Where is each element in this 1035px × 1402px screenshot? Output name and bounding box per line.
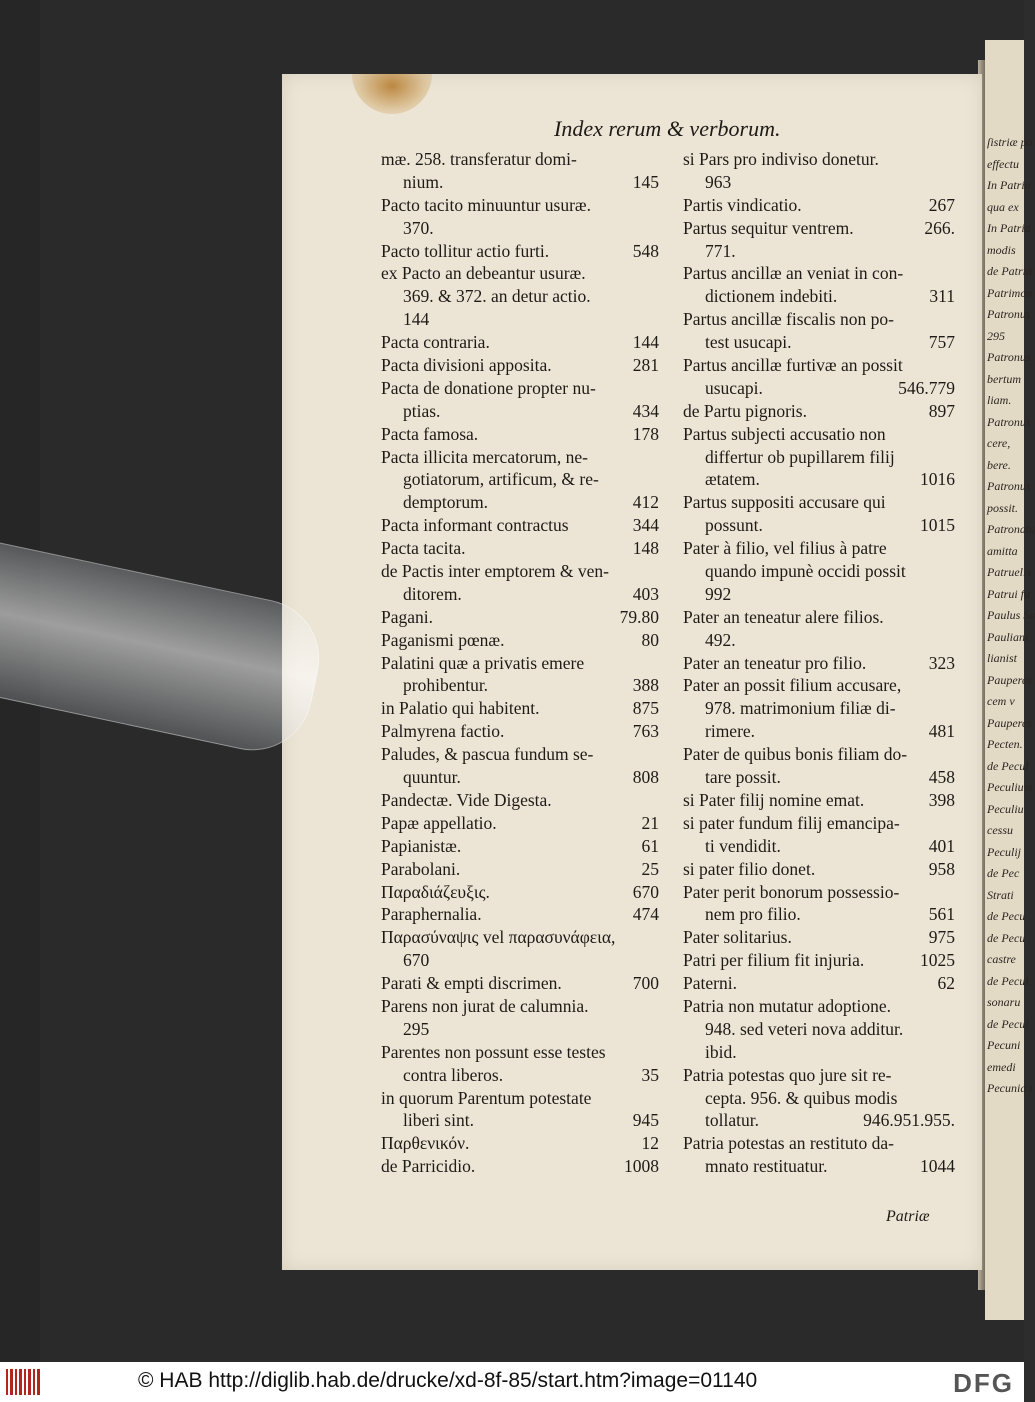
index-entry-text: 370. xyxy=(403,217,434,238)
adjacent-page-fragment: de Pecul xyxy=(987,973,1029,988)
adjacent-page-fragment: In Patria xyxy=(987,221,1031,235)
index-entry-text: tare possit. xyxy=(705,767,781,788)
index-entry-text: Pacta divisioni apposita. xyxy=(381,355,552,376)
index-entry-text: differtur ob pupillarem filij xyxy=(705,446,895,467)
index-entry xyxy=(683,629,955,652)
index-entry xyxy=(683,903,955,926)
index-entry xyxy=(683,972,955,995)
adjacent-page-fragment: qua ex xyxy=(987,199,1019,214)
index-entry-text: Παραδιάζευξις. xyxy=(381,881,490,902)
index-entry-text: Patria potestas an restituto da- xyxy=(683,1133,894,1154)
index-entry xyxy=(381,720,659,743)
index-entry-page-number: 267 xyxy=(928,194,955,215)
index-entry xyxy=(683,377,955,400)
index-entry xyxy=(381,262,659,285)
adjacent-page-fragment: 295 xyxy=(987,328,1005,343)
index-entry-text: Partus subjecti accusatio non xyxy=(683,423,886,444)
index-entry xyxy=(381,560,659,583)
index-entry xyxy=(683,766,955,789)
index-entry xyxy=(381,194,659,217)
adjacent-page-fragment: Pecunia t xyxy=(987,1081,1033,1095)
index-entry-text: Partus suppositi accusare qui xyxy=(683,492,886,513)
index-entry xyxy=(683,194,955,217)
index-entry-text: possunt. xyxy=(705,515,763,536)
index-entry-text: 295 xyxy=(403,1018,430,1039)
index-entry xyxy=(683,262,955,285)
adjacent-page-fragment: bere. xyxy=(987,457,1011,472)
index-entry-page-number: 808 xyxy=(632,767,659,788)
index-entry-page-number: 1016 xyxy=(920,469,955,490)
index-entry xyxy=(381,491,659,514)
index-entry-text: 948. sed veteri nova additur. xyxy=(705,1018,904,1039)
index-entry xyxy=(381,903,659,926)
adjacent-page-fragment: de Patria xyxy=(987,264,1032,278)
index-entry-text: ditorem. xyxy=(403,583,462,604)
index-entry xyxy=(683,789,955,812)
index-entry-page-number: 670 xyxy=(632,881,659,902)
adjacent-page-fragment: de Pecu xyxy=(987,930,1026,945)
index-column-right xyxy=(683,148,955,1178)
adjacent-page-fragment: Patronus xyxy=(987,350,1031,364)
index-entry-page-number: 1008 xyxy=(624,1156,659,1177)
index-entry-text: mnato restituatur. xyxy=(705,1156,828,1177)
index-entry xyxy=(683,560,955,583)
index-entry-page-number: 35 xyxy=(641,1064,659,1085)
index-entry-text: liberi sint. xyxy=(403,1110,474,1131)
adjacent-page-fragment: Pecuni xyxy=(987,1038,1021,1052)
index-entry xyxy=(683,881,955,904)
index-entry xyxy=(683,1132,955,1155)
index-entry-text: Pagani. xyxy=(381,606,434,627)
index-entry-text: Papæ appellatio. xyxy=(381,812,497,833)
index-entry xyxy=(381,514,659,537)
index-entry-page-number: 763 xyxy=(632,721,659,742)
index-entry xyxy=(683,217,955,240)
index-entry-page-number: 80 xyxy=(641,629,659,650)
index-entry xyxy=(381,240,659,263)
index-entry-page-number: 412 xyxy=(632,492,659,513)
index-entry-page-number: 975 xyxy=(928,927,955,948)
index-entry-text: nem pro filio. xyxy=(705,904,801,925)
index-entry-text: Parabolani. xyxy=(381,858,461,879)
copyright-link[interactable]: © HAB http://diglib.hab.de/drucke/xd-8f-85/start.htm?image=01140 xyxy=(138,1369,758,1392)
index-entry xyxy=(381,354,659,377)
index-entry xyxy=(381,583,659,606)
index-entry xyxy=(381,606,659,629)
index-entry-text: de Partu pignoris. xyxy=(683,400,807,421)
index-entry-page-number: 946.951.955. xyxy=(863,1110,955,1131)
index-entry xyxy=(381,1155,659,1178)
index-entry-page-number: 958 xyxy=(928,858,955,879)
index-entry xyxy=(381,652,659,675)
index-entry xyxy=(683,308,955,331)
index-entry-text: Παρθενικόν. xyxy=(381,1133,470,1154)
index-entry-page-number: 12 xyxy=(641,1133,659,1154)
index-entry-text: tollatur. xyxy=(705,1110,759,1131)
adjacent-page-fragment: liam. xyxy=(987,393,1012,407)
index-entry xyxy=(683,743,955,766)
index-entry xyxy=(381,171,659,194)
index-entry xyxy=(683,148,955,171)
index-entry xyxy=(381,674,659,697)
index-entry-page-number: 266. xyxy=(924,217,955,238)
index-entry xyxy=(683,1064,955,1087)
index-entry-page-number: 757 xyxy=(928,332,955,353)
index-entry-text: Pater an teneatur pro filio. xyxy=(683,652,867,673)
index-entry-text: Pater solitarius. xyxy=(683,927,792,948)
index-entry-text: si pater fundum filij emancipa- xyxy=(683,812,900,833)
index-entry-text: Palmyrena factio. xyxy=(381,721,505,742)
adjacent-page-fragment: de Pecul xyxy=(987,1016,1029,1031)
index-entry-page-number: 323 xyxy=(928,652,955,673)
footer-bar xyxy=(0,1362,1024,1402)
index-entry-text: si pater filio donet. xyxy=(683,858,816,879)
index-entry-text: mæ. 258. transferatur domi- xyxy=(381,149,577,169)
index-entry xyxy=(683,1155,955,1178)
index-entry-text: Partis vindicatio. xyxy=(683,194,802,215)
index-entry-text: test usucapi. xyxy=(705,332,792,353)
index-entry xyxy=(381,1132,659,1155)
index-entry-text: Partus ancillæ furtivæ an possit xyxy=(683,355,903,376)
adjacent-page-fragment: sonaru xyxy=(987,995,1021,1009)
index-entry-text: Paganismi pœnæ. xyxy=(381,629,505,650)
adjacent-page-fragment: Patronus xyxy=(987,414,1031,429)
index-entry-page-number: 1044 xyxy=(920,1156,955,1177)
index-entry xyxy=(381,881,659,904)
index-entry xyxy=(381,308,659,331)
adjacent-page-fragment: Patronus xyxy=(987,479,1031,493)
adjacent-page-fragment: Peculium xyxy=(987,780,1033,794)
index-entry-page-number: 148 xyxy=(632,538,659,559)
adjacent-page-fragment: amitta xyxy=(987,543,1018,558)
hab-barcode-icon xyxy=(6,1369,40,1395)
adjacent-page-fragment: Pauperes xyxy=(987,715,1032,730)
index-entry-text: Papianistæ. xyxy=(381,835,462,856)
index-entry xyxy=(683,1018,955,1041)
adjacent-page-fragment: de Pec xyxy=(987,866,1020,880)
index-entry-text: Parati & empti discrimen. xyxy=(381,973,562,994)
index-entry xyxy=(381,1041,659,1064)
adjacent-page-fragment: ſistriæ po xyxy=(987,135,1033,149)
index-entry xyxy=(683,995,955,1018)
index-entry-text: nium. xyxy=(403,171,444,192)
index-entry xyxy=(381,446,659,469)
index-entry-page-number: 62 xyxy=(937,973,955,994)
index-entry xyxy=(683,835,955,858)
index-entry-page-number: 481 xyxy=(928,721,955,742)
index-entry xyxy=(683,652,955,675)
index-entry xyxy=(381,995,659,1018)
index-entry-page-number: 700 xyxy=(632,973,659,994)
index-entry-text: 492. xyxy=(705,629,736,650)
index-entry-page-number: 548 xyxy=(632,240,659,261)
index-entry xyxy=(381,400,659,423)
index-entry xyxy=(683,697,955,720)
adjacent-page-fragment: modis xyxy=(987,242,1016,257)
index-entry-page-number: 546.779 xyxy=(898,377,955,398)
index-entry xyxy=(683,240,955,263)
index-entry-page-number: 144 xyxy=(632,332,659,353)
index-entry-text: Paterni. xyxy=(683,973,737,994)
index-entry-page-number: 61 xyxy=(641,835,659,856)
index-entry-page-number: 561 xyxy=(928,904,955,925)
index-entry-text: si Pater filij nomine emat. xyxy=(683,789,865,810)
index-entry-page-number: 79.80 xyxy=(619,606,659,627)
index-entry xyxy=(683,812,955,835)
index-entry-page-number: 1025 xyxy=(920,950,955,971)
index-entry-page-number: 25 xyxy=(641,858,659,879)
adjacent-page-fragment: bertum xyxy=(987,371,1021,386)
index-entry xyxy=(381,423,659,446)
catchword: Patriæ xyxy=(886,1208,930,1225)
adjacent-page-fragment: Pauliani xyxy=(987,629,1029,644)
adjacent-page-fragment: Paulus Sa xyxy=(987,608,1035,622)
index-entry-text: prohibentur. xyxy=(403,675,489,696)
adjacent-page-fragment: de Pecu xyxy=(987,909,1026,923)
index-entry-text: Pacta informant contractus xyxy=(381,515,569,536)
index-entry-page-number: 434 xyxy=(632,400,659,421)
adjacent-page-edge xyxy=(985,40,1035,1320)
water-stain xyxy=(352,74,432,114)
index-entry-text: Patri per filium fit injuria. xyxy=(683,950,865,971)
index-entry xyxy=(683,468,955,491)
index-entry xyxy=(683,537,955,560)
index-entry-text: si Pars pro indiviso donetur. xyxy=(683,149,879,169)
adjacent-page-fragment: effectu xyxy=(987,156,1019,171)
index-entry-text: Parentes non possunt esse testes xyxy=(381,1041,606,1062)
index-entry-text: Palatini quæ a privatis emere xyxy=(381,652,585,673)
index-entry-text: ibid. xyxy=(705,1041,737,1062)
index-entry-text: quando impunè occidi possit xyxy=(705,561,906,582)
index-entry-page-number: 458 xyxy=(928,767,955,788)
adjacent-page-fragment: Patrimon xyxy=(987,285,1033,300)
adjacent-page-fragment: Patrui fu xyxy=(987,586,1031,601)
index-entry-text: 771. xyxy=(705,240,736,261)
adjacent-page-fragment: Patronatu xyxy=(987,522,1035,536)
index-entry xyxy=(381,789,659,812)
index-entry xyxy=(381,217,659,240)
index-entry-text: Partus sequitur ventrem. xyxy=(683,217,854,238)
index-entry-text: 369. & 372. an detur actio. xyxy=(403,286,591,307)
index-entry xyxy=(381,1087,659,1110)
index-entry-text: contra liberos. xyxy=(403,1064,504,1085)
index-entry xyxy=(683,674,955,697)
index-entry-page-number: 945 xyxy=(632,1110,659,1131)
index-entry xyxy=(683,926,955,949)
index-entry-page-number: 398 xyxy=(928,789,955,810)
adjacent-page-fragment: In Patria xyxy=(987,178,1031,192)
index-entry xyxy=(683,354,955,377)
index-entry xyxy=(683,949,955,972)
index-entry-page-number: 897 xyxy=(928,400,955,421)
index-entry-text: ti vendidit. xyxy=(705,835,781,856)
index-entry-text: gotiatorum, artificum, & re- xyxy=(403,469,599,490)
index-entry-text: dictionem indebiti. xyxy=(705,286,838,307)
index-entry xyxy=(683,583,955,606)
glass-weight-shadow xyxy=(0,542,330,762)
index-entry-text: Pacta contraria. xyxy=(381,332,490,353)
index-entry-text: ætatem. xyxy=(705,469,760,490)
index-entry-text: Pacta famosa. xyxy=(381,423,479,444)
index-entry xyxy=(381,949,659,972)
index-entry xyxy=(381,766,659,789)
index-entry xyxy=(381,972,659,995)
index-entry-text: quuntur. xyxy=(403,767,461,788)
adjacent-page-fragment: emedi xyxy=(987,1059,1016,1074)
index-entry-page-number: 1015 xyxy=(920,515,955,536)
index-entry xyxy=(381,468,659,491)
index-entry-text: Pater à filio, vel filius à patre xyxy=(683,538,887,559)
adjacent-page-fragment: lianist xyxy=(987,651,1018,665)
index-entry-text: Patria non mutatur adoptione. xyxy=(683,995,892,1016)
index-entry xyxy=(381,331,659,354)
adjacent-page-fragment: Peculiu xyxy=(987,801,1024,816)
index-entry xyxy=(381,1064,659,1087)
index-entry-text: Partus ancillæ an veniat in con- xyxy=(683,263,904,284)
adjacent-page-fragment: Patruelis xyxy=(987,565,1031,579)
index-entry-text: demptorum. xyxy=(403,492,489,513)
index-entry xyxy=(683,1109,955,1132)
index-entry xyxy=(683,491,955,514)
dfg-logo: DFG xyxy=(953,1368,1014,1398)
index-entry xyxy=(683,400,955,423)
index-entry-text: 978. matrimonium filiæ di- xyxy=(705,698,896,719)
adjacent-page-fragment: Strati xyxy=(987,887,1014,902)
index-entry xyxy=(381,1018,659,1041)
index-entry-page-number: 403 xyxy=(632,583,659,604)
index-entry xyxy=(683,446,955,469)
index-entry-text: 963 xyxy=(705,171,732,192)
adjacent-page-fragment: possit. xyxy=(987,500,1019,515)
index-entry-text: 144 xyxy=(403,309,430,330)
index-entry-text: usucapi. xyxy=(705,377,763,398)
index-entry-text: Parens non jurat de calumnia. xyxy=(381,995,589,1016)
index-entry-page-number: 474 xyxy=(632,904,659,925)
adjacent-page-fragment: cem v xyxy=(987,694,1015,708)
adjacent-page-fragment: Pecten. xyxy=(987,737,1023,751)
index-entry-text: de Parricidio. xyxy=(381,1156,476,1177)
index-entry xyxy=(381,148,659,171)
index-entry-text: 992 xyxy=(705,583,732,604)
index-entry-text: Pandectæ. Vide Digesta. xyxy=(381,789,552,810)
index-entry xyxy=(683,171,955,194)
index-entry xyxy=(381,812,659,835)
index-entry xyxy=(683,720,955,743)
index-entry-text: Pacta tacita. xyxy=(381,538,466,559)
adjacent-page-fragment: Pauperes xyxy=(987,672,1032,687)
index-entry-text: Pacto tacito minuuntur usuræ. xyxy=(381,194,591,215)
index-entry xyxy=(381,537,659,560)
index-entry-text: Paraphernalia. xyxy=(381,904,482,925)
index-entry xyxy=(683,331,955,354)
index-entry xyxy=(381,743,659,766)
index-entry-page-number: 311 xyxy=(929,286,955,307)
index-entry xyxy=(381,858,659,881)
index-entry-text: Pater an teneatur alere filios. xyxy=(683,606,884,627)
index-entry-text: Pater perit bonorum possessio- xyxy=(683,881,900,902)
index-entry-page-number: 401 xyxy=(928,835,955,856)
index-entry-page-number: 344 xyxy=(632,515,659,536)
index-entry xyxy=(683,858,955,881)
index-entry-text: cepta. 956. & quibus modis xyxy=(705,1087,898,1108)
index-entry-text: Partus ancillæ fiscalis non po- xyxy=(683,309,894,330)
index-entry-text: 670 xyxy=(403,950,430,971)
index-entry-page-number: 21 xyxy=(641,812,659,833)
index-entry-text: ex Pacto an debeantur usuræ. xyxy=(381,263,586,284)
index-entry xyxy=(381,629,659,652)
index-entry xyxy=(683,423,955,446)
adjacent-page-fragment: Patronus xyxy=(987,307,1031,321)
index-entry xyxy=(381,926,659,949)
index-entry-page-number: 875 xyxy=(632,698,659,719)
index-entry-text: Patria potestas quo jure sit re- xyxy=(683,1064,892,1085)
index-entry-page-number: 178 xyxy=(632,423,659,444)
index-entry-text: de Pactis inter emptorem & ven- xyxy=(381,561,609,582)
index-entry-text: rimere. xyxy=(705,721,756,742)
index-entry-text: Pater an possit filium accusare, xyxy=(683,675,902,696)
index-entry-page-number: 281 xyxy=(632,355,659,376)
adjacent-page-fragment: Peculij xyxy=(987,844,1021,859)
index-entry-text: in Palatio qui habitent. xyxy=(381,698,540,719)
index-entry xyxy=(683,1041,955,1064)
adjacent-page-fragment: cessu xyxy=(987,823,1013,837)
running-head: Index rerum & verborum. xyxy=(554,116,781,141)
adjacent-page-fragment: de Pecul xyxy=(987,758,1029,773)
index-entry-text: Παρασύναψις vel παρασυνάφεια, xyxy=(381,927,616,948)
adjacent-page-fragment: castre xyxy=(987,952,1016,966)
index-entry xyxy=(683,1087,955,1110)
index-entry-page-number: 388 xyxy=(632,675,659,696)
index-entry xyxy=(683,606,955,629)
index-entry xyxy=(381,835,659,858)
index-entry-text: Pacta de donatione propter nu- xyxy=(381,377,596,398)
index-entry xyxy=(381,697,659,720)
index-column-left xyxy=(381,148,659,1178)
index-entry xyxy=(683,514,955,537)
index-entry xyxy=(381,377,659,400)
index-entry xyxy=(381,285,659,308)
index-entry-text: Pater de quibus bonis filiam do- xyxy=(683,744,908,765)
index-entry xyxy=(381,1109,659,1132)
index-entry-page-number: 145 xyxy=(632,171,659,192)
index-entry-text: Pacto tollitur actio furti. xyxy=(381,240,550,261)
index-entry-text: Paludes, & pascua fundum se- xyxy=(381,744,594,765)
index-entry-text: in quorum Parentum potestate xyxy=(381,1087,592,1108)
adjacent-page-fragment: cere, xyxy=(987,436,1011,450)
index-entry-text: Pacta illicita mercatorum, ne- xyxy=(381,446,588,467)
index-entry xyxy=(683,285,955,308)
index-entry-text: ptias. xyxy=(403,400,441,421)
